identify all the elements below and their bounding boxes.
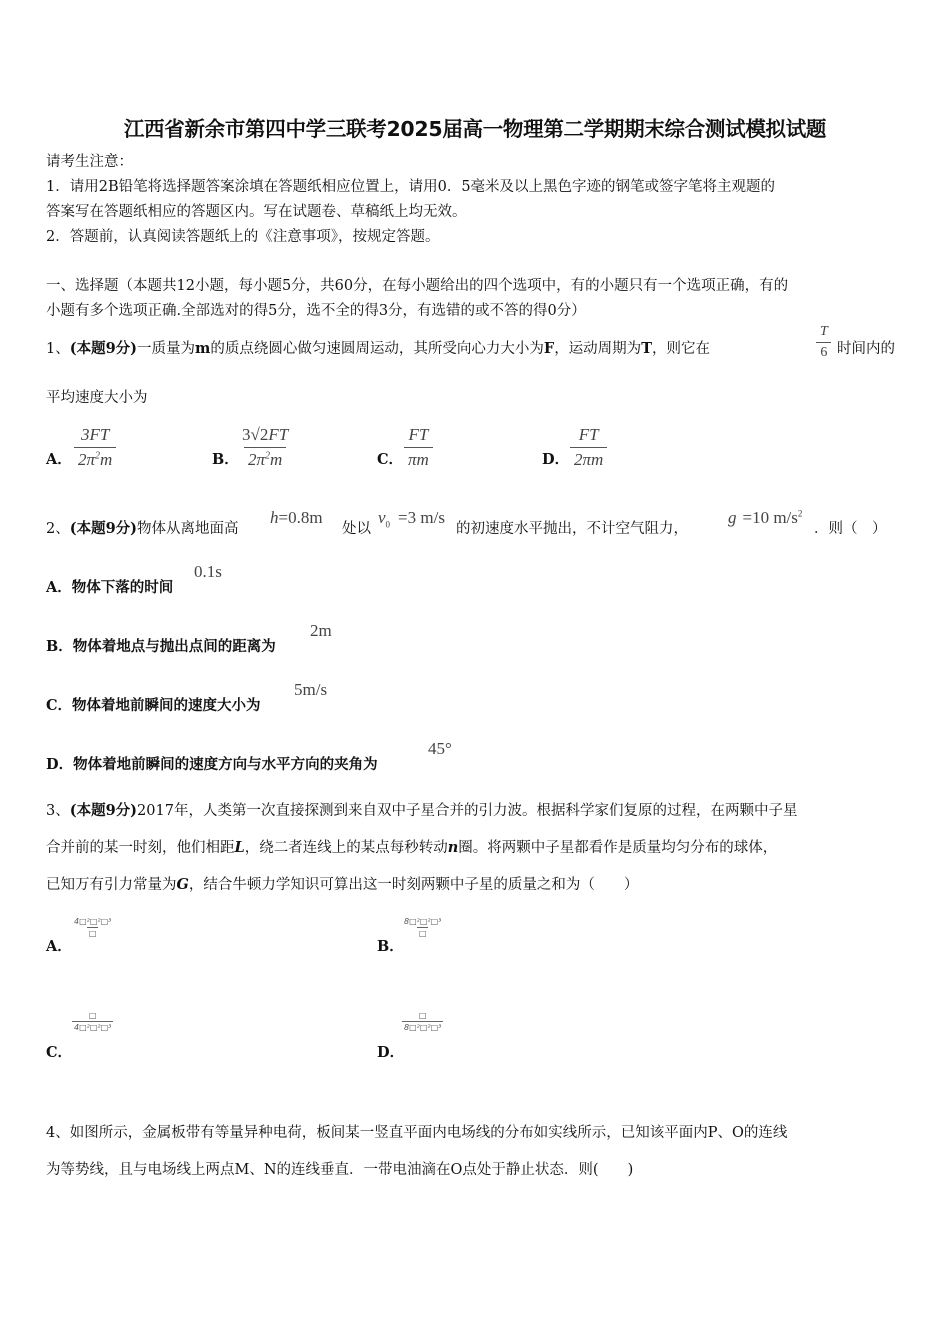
q3-line2-c: 圈。将两颗中子星都看作是质量均匀分布的球体， — [458, 840, 778, 856]
q2-gravity-expr — [728, 508, 802, 528]
q2-text-c: 的初速度水平抛出，不计空气阻力， — [456, 521, 688, 537]
q2-d-label: D． — [46, 756, 74, 773]
q3-line-1-text: 2017年，人类第一次直接探测到来自双中子星合并的引力波。根据科学家们复原的过程，在两颗中子星 — [137, 803, 798, 819]
q2-h-var: h — [270, 508, 279, 527]
q3-option-a-label[interactable]: A． — [46, 938, 72, 955]
q1-var-m: m — [195, 340, 211, 357]
q2-c-math: 5m/s — [294, 680, 328, 699]
q1-text-e: 时间内的 — [837, 341, 895, 357]
q3-line2-a: 合并前的某一时刻，他们相距 — [46, 840, 235, 856]
q2-a-label: A． — [46, 579, 72, 596]
q2-v-var: v — [378, 508, 386, 527]
q2-text-b: 处以 — [342, 521, 371, 537]
q2-tag: (本题9分) — [69, 520, 138, 537]
q1-number: 1、 — [46, 341, 70, 357]
q1-option-a-formula[interactable] — [74, 425, 116, 470]
q2-b-math: 2m — [310, 621, 332, 640]
q4-line-1: 4、如图所示，金属板带有等量异种电荷，板间某一竖直平面内电场线的分布如实线所示，已知该平面内P、O的连线 — [46, 1125, 788, 1141]
q2-c-text: 物体着地前瞬间的速度大小为 — [72, 697, 261, 714]
notice-line-3: 2．答题前，认真阅读答题纸上的《注意事项》，按规定答题。 — [46, 229, 440, 245]
q3-line3-a: 已知万有引力常量为 — [46, 877, 177, 893]
notice-line-2: 答案写在答题纸相应的答题区内。写在试题卷、草稿纸上均无效。 — [46, 204, 467, 220]
q3-option-b-formula[interactable] — [402, 917, 443, 938]
q1-option-d-formula[interactable] — [570, 425, 607, 470]
q2-g-sup: 2 — [797, 508, 803, 519]
q1-a-den-sup: 2 — [95, 450, 101, 462]
q1-option-b-formula[interactable] — [238, 425, 292, 470]
q1-text-b: 的质点绕圆心做匀速圆周运动，其所受向心力大小为 — [210, 341, 544, 357]
q1-b-den-a: 2π — [247, 450, 265, 469]
q1-option-c-label[interactable]: C． — [377, 451, 404, 468]
q2-number: 2、 — [46, 521, 70, 537]
q1-var-t: T — [641, 340, 652, 357]
q1-b-den-b: m — [269, 450, 283, 469]
q3-c-num: □ — [88, 1011, 97, 1020]
q1-line-2: 平均速度大小为 — [46, 390, 148, 406]
q1-d-den: 2πm — [570, 447, 607, 470]
q3-tag: (本题9分) — [69, 802, 138, 819]
q2-option-b[interactable] — [46, 637, 276, 657]
q2-option-d[interactable] — [46, 755, 378, 775]
q3-var-l: L — [234, 839, 245, 856]
q2-d-text: 物体着地前瞬间的速度方向与水平方向的夹角为 — [73, 756, 378, 773]
q3-option-b-label[interactable]: B． — [377, 938, 404, 955]
q3-line-1 — [46, 801, 797, 821]
q1-stem — [46, 339, 710, 359]
q2-b-text: 物体着地点与抛出点间的距离为 — [72, 638, 276, 655]
q1-fraction-t-over-6 — [816, 324, 832, 361]
q3-option-c-label[interactable]: C． — [46, 1044, 73, 1061]
q1-var-f: F — [543, 340, 555, 357]
q1-a-den-a: 2π — [78, 450, 96, 469]
q2-velocity-expr — [378, 508, 445, 529]
q1-frac-num: T — [820, 324, 828, 339]
q3-d-den: 8□²□²□³ — [404, 1023, 442, 1032]
q3-b-num: 8□²□²□³ — [404, 917, 442, 926]
q2-a-math: 0.1s — [194, 562, 222, 581]
q2-text-d: ．则（ ） — [814, 521, 887, 537]
q1-b-num-a: 3 — [242, 425, 251, 444]
page-title: 江西省新余市第四中学三联考2025届高一物理第二学期期末综合测试模拟试题 — [123, 117, 827, 141]
notice-line-1: 1．请用2B铅笔将选择题答案涂填在答题纸相应位置上，请用0．5毫米及以上黑色字迹的钢笔或签字笔将主观题的 — [46, 179, 776, 195]
q3-number: 3、 — [46, 803, 70, 819]
q1-a-num: 3FT — [80, 425, 110, 444]
q3-d-num: □ — [418, 1011, 427, 1020]
q3-option-a-formula[interactable] — [72, 917, 113, 938]
notice-heading: 请考生注意： — [46, 154, 133, 170]
q3-a-num: 4□²□²□³ — [74, 917, 112, 926]
q1-b-num-root: √2 — [250, 425, 269, 444]
q3-line2-b: ，绕二者连线上的某点每秒转动 — [244, 840, 448, 856]
q1-c-den: πm — [404, 447, 433, 470]
q2-v-sub: 0 — [385, 519, 391, 530]
q3-option-c-formula[interactable] — [72, 1011, 113, 1032]
q2-d-math: 45° — [428, 739, 452, 758]
q1-c-num: FT — [408, 425, 429, 444]
q2-g-var: g — [728, 508, 737, 527]
q3-b-den: □ — [418, 929, 427, 938]
q3-line-3 — [46, 875, 638, 895]
q1-text-c: ，运动周期为 — [554, 341, 642, 357]
q1-option-c-formula[interactable] — [404, 425, 433, 470]
q3-a-den: □ — [88, 929, 97, 938]
q1-tag: (本题9分) — [69, 340, 138, 357]
q1-text-d: ，则它在 — [651, 341, 710, 357]
q1-a-den-b: m — [100, 450, 113, 469]
q2-a-text: 物体下落的时间 — [71, 579, 174, 596]
q2-stem-part-1 — [46, 519, 239, 539]
q3-var-g: G — [176, 876, 189, 893]
q2-h-val: =0.8m — [278, 508, 323, 527]
q2-option-a[interactable] — [46, 578, 173, 598]
q3-line-2 — [46, 838, 777, 858]
q2-v-val: =3 m/s — [398, 508, 445, 527]
section-heading-line-2: 小题有多个选项正确.全部选对的得5分，选不全的得3分，有选错的或不答的得0分） — [46, 303, 586, 319]
q3-var-n: n — [447, 839, 459, 856]
q4-line-2: 为等势线，且与电场线上两点M、N的连线垂直．一带电油滴在O点处于静止状态．则( ) — [46, 1162, 634, 1178]
q1-option-b-label[interactable]: B． — [212, 451, 239, 468]
section-heading-line-1: 一、选择题（本题共12小题，每小题5分，共60分，在每小题给出的四个选项中，有的小题只有一个选项正确，有的 — [46, 278, 789, 294]
q1-d-num: FT — [578, 425, 599, 444]
q2-text-a: 物体从离地面高 — [137, 521, 239, 537]
q2-b-label: B． — [46, 638, 73, 655]
q1-text-a: 一质量为 — [137, 341, 196, 357]
q1-frac-den: 6 — [816, 342, 831, 361]
q3-c-den: 4□²□²□³ — [74, 1023, 112, 1032]
q2-height-expr — [270, 508, 323, 528]
q1-option-a-label[interactable]: A． — [46, 451, 72, 468]
q1-b-num-b: FT — [268, 425, 289, 444]
q3-line3-b: ，结合牛顿力学知识可算出这一时刻两颗中子星的质量之和为（ ） — [188, 877, 639, 893]
q2-c-label: C． — [46, 697, 73, 714]
q1-option-d-label[interactable]: D． — [542, 451, 570, 468]
q1-b-den-sup: 2 — [264, 450, 270, 462]
q3-option-d-formula[interactable] — [402, 1011, 443, 1032]
q2-option-c[interactable] — [46, 696, 261, 716]
q3-option-d-label[interactable]: D． — [377, 1044, 405, 1061]
q2-g-val: =10 m/s — [742, 508, 798, 527]
